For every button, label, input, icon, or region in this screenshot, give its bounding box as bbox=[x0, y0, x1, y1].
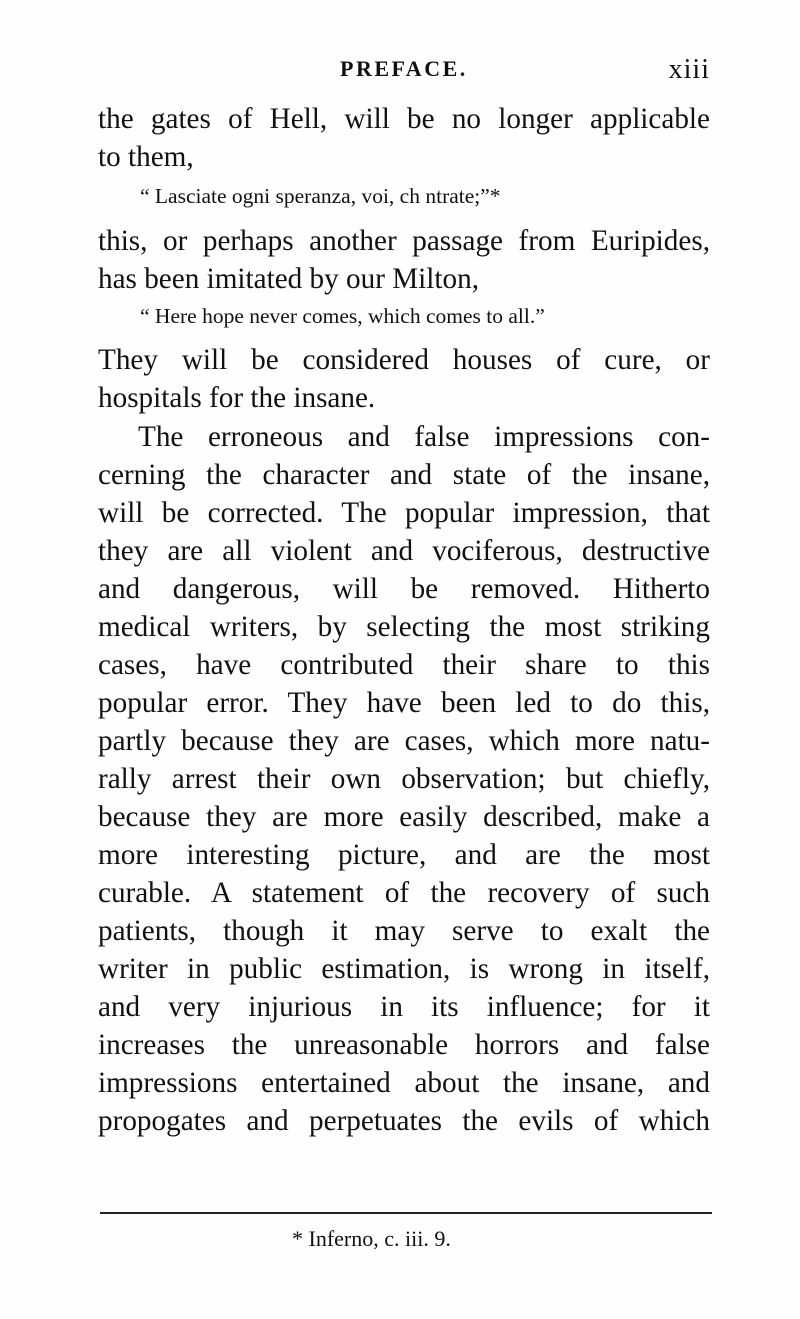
text-line: and very injurious in its influence; for it bbox=[98, 991, 710, 1023]
running-head-title: PREFACE. bbox=[340, 56, 468, 81]
text-line: writer in public estimation, is wrong in itself, bbox=[98, 953, 710, 985]
text-line: curable. A statement of the recovery of such bbox=[98, 877, 710, 909]
text-line: more interesting picture, and are the most bbox=[98, 839, 710, 871]
text-line: popular error. They have been led to do this, bbox=[98, 687, 710, 719]
text-line: to them, bbox=[98, 141, 194, 173]
text-line: medical writers, by selecting the most striking bbox=[98, 611, 710, 643]
text-line: cerning the character and state of the insane, bbox=[98, 459, 710, 491]
text-line: this, or perhaps another passage from Euripides, bbox=[98, 225, 710, 257]
text-line: the gates of Hell, will be no longer applicable bbox=[98, 103, 710, 135]
text-line: partly because they are cases, which more natu- bbox=[98, 725, 710, 757]
text-line: and dangerous, will be removed. Hitherto bbox=[98, 573, 710, 605]
quotation-dante: “ Lasciate ogni speranza, voi, ch ntrate;”* bbox=[140, 184, 501, 208]
paragraph-start: The erroneous and false impressions con- bbox=[138, 421, 710, 453]
text-line: because they are more easily described, make a bbox=[98, 801, 710, 833]
text-line: propogates and perpetuates the evils of which bbox=[98, 1105, 710, 1137]
text-line: increases the unreasonable horrors and false bbox=[98, 1029, 710, 1061]
page-number: xiii bbox=[668, 54, 710, 85]
text-line: patients, though it may serve to exalt the bbox=[98, 915, 710, 947]
text-line: they are all violent and vociferous, destructive bbox=[98, 535, 710, 567]
running-head bbox=[98, 56, 710, 90]
footnote-divider bbox=[100, 1212, 712, 1214]
text-line: rally arrest their own observation; but chiefly, bbox=[98, 763, 710, 795]
quotation-milton: “ Here hope never comes, which comes to all.” bbox=[140, 304, 545, 328]
text-line: hospitals for the insane. bbox=[98, 382, 376, 414]
footnote: * Inferno, c. iii. 9. bbox=[292, 1226, 451, 1251]
text-line: will be corrected. The popular impression, that bbox=[98, 497, 710, 529]
text-line: has been imitated by our Milton, bbox=[98, 263, 479, 295]
text-line: impressions entertained about the insane, and bbox=[98, 1067, 710, 1099]
text-line: They will be considered houses of cure, or bbox=[98, 344, 710, 376]
text-line: cases, have contributed their share to this bbox=[98, 649, 710, 681]
